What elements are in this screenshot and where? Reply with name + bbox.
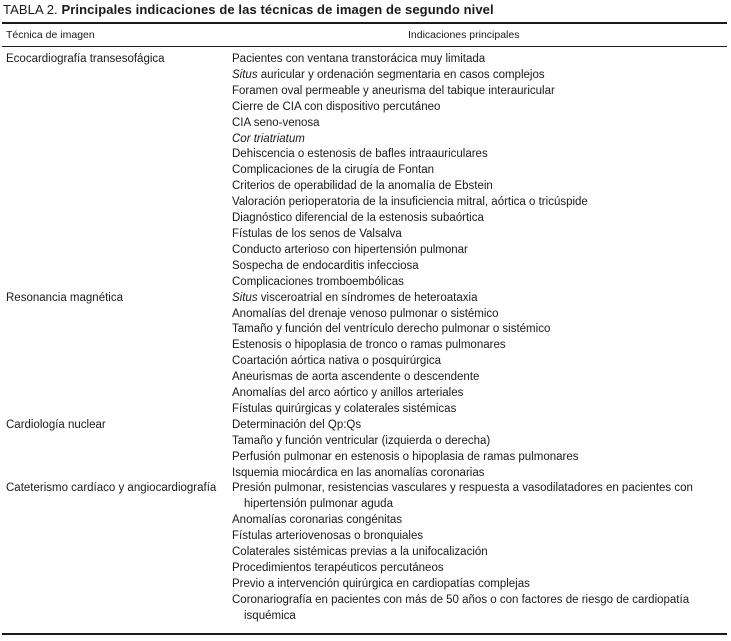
technique-label: Resonancia magnética: [6, 291, 123, 304]
technique-label: Cateterismo cardíaco y angiocardiografía: [6, 482, 217, 495]
indication-item: Coronariografía en pacientes con más de 50 años o con factores de riesgo de cardiopatía isquémica: [232, 593, 690, 622]
table-section: [0, 418, 731, 482]
technique-label: Ecocardiografía transesofágica: [6, 53, 165, 65]
indication-item: Estenosis o hipoplasia de tronco o ramas pulmonares: [232, 339, 506, 352]
table-title: [3, 2, 494, 17]
indication-item: Tamaño y función ventricular (izquierda o derecha): [232, 434, 491, 447]
indication-item: Dehiscencia o estenosis de bafles intraauriculares: [232, 148, 488, 161]
bottom-rule: [2, 633, 727, 635]
table-section: [0, 481, 731, 624]
indication-item: Cor triatriatum: [232, 132, 305, 145]
indication-item: Fístulas de los senos de Valsalva: [232, 227, 402, 240]
indication-item: Tamaño y función del ventrículo derecho pulmonar o sistémico: [232, 323, 551, 336]
indication-item: Situs visceroatrial en síndromes de heteroataxia: [232, 291, 478, 304]
header-rule: [2, 46, 727, 47]
indication-item: Anomalías coronarias congénitas: [232, 514, 403, 527]
indication-item: Complicaciones tromboembólicas: [232, 275, 404, 288]
indication-item: Valoración perioperatoria de la insuficiencia mitral, aórtica o tricúspide: [232, 196, 588, 209]
indication-item: Cierre de CIA con dispositivo percutáneo: [232, 100, 441, 113]
table-body: [0, 52, 731, 625]
column-header-indications: Indicaciones principales: [408, 29, 520, 41]
indication-item: Fístulas quirúrgicas y colaterales sistémicas: [232, 402, 457, 415]
indication-list: [232, 291, 731, 418]
indication-item: Aneurismas de aorta ascendente o descendente: [232, 371, 480, 384]
indication-list: [232, 481, 731, 624]
indication-item: CIA seno-venosa: [232, 116, 320, 129]
indication-item: Conducto arterioso con hipertensión pulmonar: [232, 243, 468, 256]
indication-item: Complicaciones de la cirugía de Fontan: [232, 164, 435, 177]
table-label: TABLA 2.: [3, 2, 58, 17]
indication-item: Procedimientos terapéuticos percutáneos: [232, 562, 444, 574]
indication-item: Presión pulmonar, resistencias vasculares y respuesta a vasodilatadores en pacientes con hipertensión pulmonar aguda: [232, 482, 693, 511]
column-header-technique: Técnica de imagen: [6, 29, 95, 41]
indication-item: Anomalías del drenaje venoso pulmonar o sistémico: [232, 307, 499, 320]
table-title-text: Principales indicaciones de las técnicas de imagen de segundo nivel: [61, 2, 494, 17]
indication-item: Anomalías del arco aórtico y anillos arteriales: [232, 387, 464, 400]
indication-item: Colaterales sistémicas previas a la unifocalización: [232, 546, 488, 559]
indication-list: [232, 52, 731, 291]
table-section: [0, 291, 731, 418]
indication-item: Fístulas arteriovenosas o bronquiales: [232, 530, 424, 543]
indication-item: Criterios de operabilidad de la anomalía de Ebstein: [232, 180, 493, 193]
indication-item: Isquemia miocárdica en las anomalías coronarias: [232, 466, 485, 479]
indication-item: Coartación aórtica nativa o posquirúrgica: [232, 355, 442, 368]
indication-item: Previo a intervención quirúrgica en cardiopatías complejas: [232, 577, 530, 590]
indication-item: Diagnóstico diferencial de la estenosis subaórtica: [232, 212, 484, 225]
indication-item: Determinación del Qp:Qs: [232, 418, 362, 431]
indication-item: Foramen oval permeable y aneurisma del tabique interauricular: [232, 84, 555, 97]
indication-item: Perfusión pulmonar en estenosis o hipoplasia de ramas pulmonares: [232, 450, 579, 463]
technique-label: Cardiología nuclear: [6, 418, 106, 431]
indication-item: Pacientes con ventana transtorácica muy limitada: [232, 53, 486, 65]
indication-item: Sospecha de endocarditis infecciosa: [232, 259, 419, 272]
table-section: [0, 52, 731, 291]
top-rule: [2, 22, 727, 24]
indication-item: Situs auricular y ordenación segmentaria en casos complejos: [232, 68, 545, 81]
indication-list: [232, 418, 731, 482]
